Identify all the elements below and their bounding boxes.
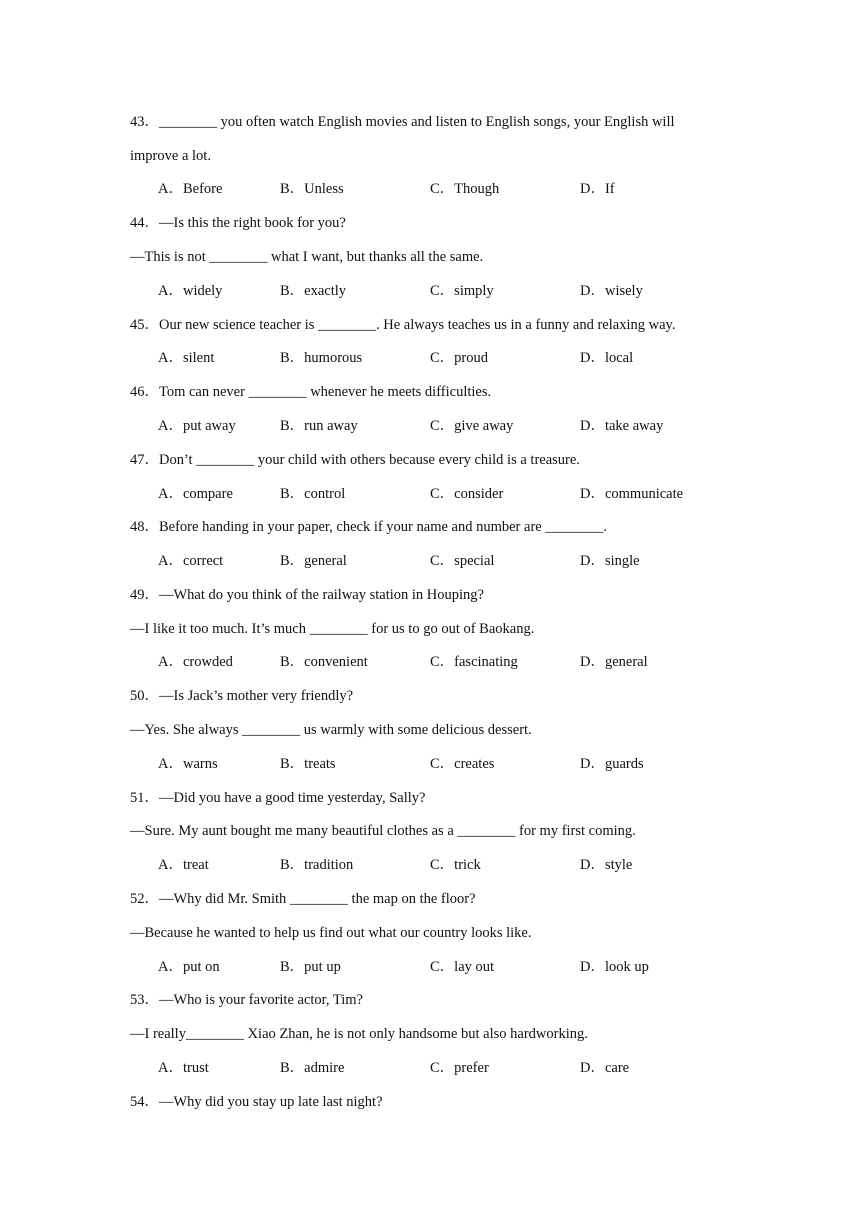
question-text: —I like it too much. It’s much ________ for us to go out of Baokang. (130, 621, 535, 637)
option-c: C．proud (430, 350, 488, 366)
option-a: A．warns (158, 756, 218, 772)
option-a: A．treat (158, 857, 209, 873)
question-text: 52．—Why did Mr. Smith ________ the map on the floor? (130, 891, 476, 907)
option-c: C．lay out (430, 959, 495, 975)
question-text: 45．Our new science teacher is ________. He always teaches us in a funny and relaxing way. (130, 317, 676, 333)
question-text: —Because he wanted to help us find out what our country looks like. (130, 925, 532, 941)
option-c: C．trick (430, 857, 481, 873)
option-c: C．simply (430, 283, 494, 299)
option-a: A．silent (158, 350, 215, 366)
option-d: D．single (580, 553, 640, 569)
answer-options (0, 550, 860, 572)
question-text: 54．—Why did you stay up late last night? (130, 1094, 383, 1110)
option-a: A．trust (158, 1060, 209, 1076)
answer-options (0, 1057, 860, 1079)
question-text: —Sure. My aunt bought me many beautiful clothes as a ________ for my first coming. (130, 823, 636, 839)
option-c: C．creates (430, 756, 495, 772)
answer-options (0, 651, 860, 673)
option-c: C．give away (430, 418, 514, 434)
option-b: B．run away (280, 418, 358, 434)
answer-options (0, 956, 860, 978)
option-b: B．general (280, 553, 347, 569)
question-text: —I really________ Xiao Zhan, he is not only handsome but also hardworking. (130, 1026, 588, 1042)
option-b: B．control (280, 486, 346, 502)
option-c: C．prefer (430, 1060, 489, 1076)
option-a: A．crowded (158, 654, 233, 670)
answer-options (0, 347, 860, 369)
option-d: D．general (580, 654, 648, 670)
question-text: 48．Before handing in your paper, check if your name and number are ________. (130, 519, 607, 535)
option-b: B．convenient (280, 654, 368, 670)
option-d: D．guards (580, 756, 644, 772)
option-a: A．put away (158, 418, 236, 434)
option-d: D．If (580, 181, 615, 197)
answer-options (0, 415, 860, 437)
option-b: B．admire (280, 1060, 345, 1076)
answer-options (0, 280, 860, 302)
option-d: D．local (580, 350, 634, 366)
option-d: D．style (580, 857, 633, 873)
option-a: A．Before (158, 181, 223, 197)
option-c: C．fascinating (430, 654, 518, 670)
option-c: C．special (430, 553, 495, 569)
question-text: 51．—Did you have a good time yesterday, Sally? (130, 790, 426, 806)
option-b: B．put up (280, 959, 341, 975)
answer-options (0, 483, 860, 505)
option-d: D．communicate (580, 486, 684, 502)
option-b: B．Unless (280, 181, 344, 197)
option-d: D．look up (580, 959, 649, 975)
option-a: A．put on (158, 959, 220, 975)
question-text: improve a lot. (130, 148, 211, 164)
question-text: 53．—Who is your favorite actor, Tim? (130, 992, 363, 1008)
question-text: 44．—Is this the right book for you? (130, 215, 346, 231)
question-text: —This is not ________ what I want, but thanks all the same. (130, 249, 484, 265)
option-a: A．compare (158, 486, 233, 502)
question-text: 46．Tom can never ________ whenever he meets difficulties. (130, 384, 492, 400)
option-b: B．exactly (280, 283, 347, 299)
option-d: D．wisely (580, 283, 643, 299)
question-text: 49．—What do you think of the railway station in Houping? (130, 587, 484, 603)
answer-options (0, 753, 860, 775)
option-c: C．consider (430, 486, 504, 502)
option-b: B．tradition (280, 857, 354, 873)
question-text: 47．Don’t ________ your child with others because every child is a treasure. (130, 452, 580, 468)
option-d: D．care (580, 1060, 630, 1076)
answer-options (0, 854, 860, 876)
question-text: 50．—Is Jack’s mother very friendly? (130, 688, 354, 704)
option-c: C．Though (430, 181, 500, 197)
option-a: A．correct (158, 553, 224, 569)
option-b: B．treats (280, 756, 336, 772)
question-text: —Yes. She always ________ us warmly with some delicious dessert. (130, 722, 532, 738)
answer-options (0, 178, 860, 200)
option-a: A．widely (158, 283, 223, 299)
option-d: D．take away (580, 418, 664, 434)
option-b: B．humorous (280, 350, 363, 366)
question-text: 43．________ you often watch English movies and listen to English songs, your English will (130, 114, 675, 130)
